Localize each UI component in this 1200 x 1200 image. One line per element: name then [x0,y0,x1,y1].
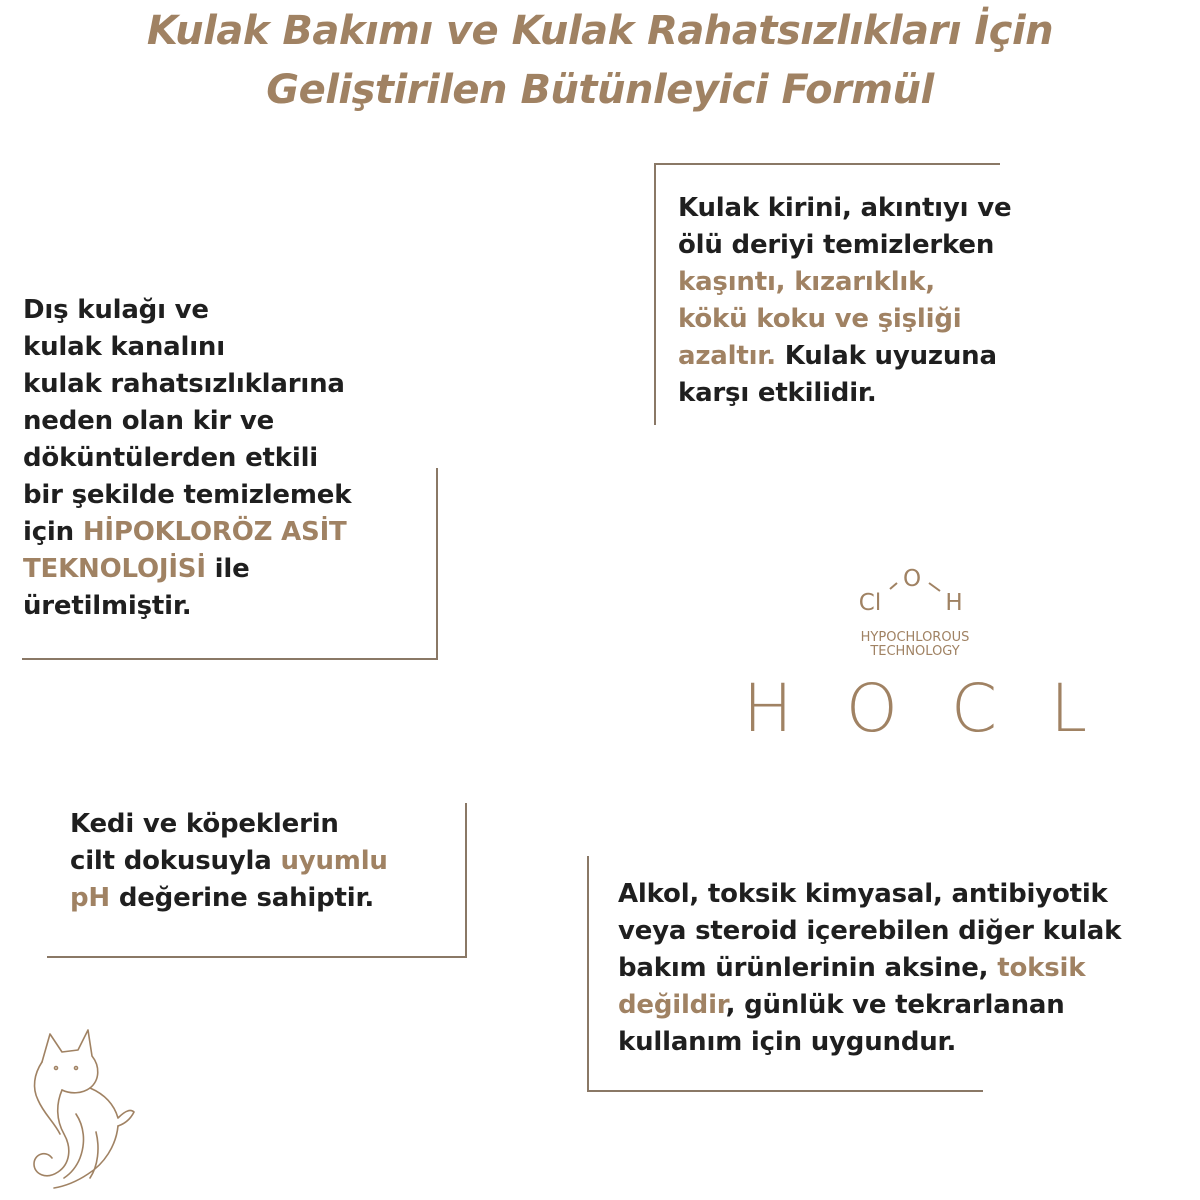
cat-dog-line-icon [20,1022,140,1192]
text-line: Kulak kirini, akıntıyı ve [678,193,1012,223]
highlight-text: kaşıntı, kızarıklık, [678,267,935,297]
text-span: bakım ürünlerinin aksine, [618,953,998,983]
text-line: Dış kulağı ve [23,295,209,325]
highlight-text: değildir [618,990,726,1020]
frame-bottom-left-horizontal [47,956,467,958]
frame-left-horizontal [22,658,438,660]
text-line [678,338,1098,375]
text-line: kulak rahatsızlıklarına [23,369,345,399]
highlight-text: pH [70,883,110,913]
text-line: Kedi ve köpeklerin [70,809,339,839]
text-line [23,514,443,551]
text-span: Kulak uyuzuna [775,341,997,371]
text-span: , günlük ve tekrarlanan [725,990,1065,1020]
text-line [23,551,443,588]
text-line [70,843,470,880]
text-line: karşı etkilidir. [678,378,877,408]
text-line [618,987,1198,1024]
title-line-1: Kulak Bakımı ve Kulak Rahatsızlıkları İçin [146,8,1054,54]
text-line [70,880,470,917]
highlight-text: toksik [997,953,1086,983]
text-line: döküntülerden etkili [23,443,318,473]
hocl-logo [730,555,1100,755]
frame-top-right-horizontal [654,163,1000,165]
atom-cl: Cl [858,590,882,616]
text-span: cilt dokusuyla [70,846,281,876]
text-line [618,950,1198,987]
text-block-cleaning [678,190,1098,412]
logo-subtitle-2: TECHNOLOGY [870,644,960,659]
text-block-non-toxic [618,876,1198,1061]
text-span: değerine sahiptir. [109,883,375,913]
text-line: veya steroid içerebilen diğer kulak [618,916,1122,946]
highlight-text: kökü koku ve şişliği [678,304,962,334]
text-line: bir şekilde temizlemek [23,480,352,510]
highlight-text: uyumlu [280,846,388,876]
bond-left [890,583,897,589]
frame-bottom-right-horizontal [587,1090,983,1092]
title-line-2: Geliştirilen Bütünleyici Formül [266,67,934,113]
text-line: üretilmiştir. [23,591,192,621]
atom-h: H [945,590,963,616]
frame-bottom-right-vertical [587,856,589,1092]
highlight-text: HİPOKLORÖZ ASİT [82,517,347,547]
page-title [0,2,1200,120]
text-span: için [23,517,83,547]
atom-o: O [902,566,922,592]
logo-subtitle-1: HYPOCHLOROUS [860,630,970,645]
frame-top-right-vertical [654,163,656,425]
highlight-text: TEKNOLOJİSİ [23,554,206,584]
bond-right [929,583,940,591]
text-line: ölü deriyi temizlerken [678,230,995,260]
text-line: Alkol, toksik kimyasal, antibiyotik [618,879,1108,909]
text-span: ile [205,554,250,584]
text-block-hocl-technology [23,292,443,625]
text-block-ph [70,806,470,917]
text-line: kulak kanalını [23,332,225,362]
text-line: kullanım için uygundur. [618,1027,957,1057]
logo-wordmark: HOCL [743,670,1087,747]
highlight-text: azaltır. [678,341,776,371]
text-line: neden olan kir ve [23,406,275,436]
